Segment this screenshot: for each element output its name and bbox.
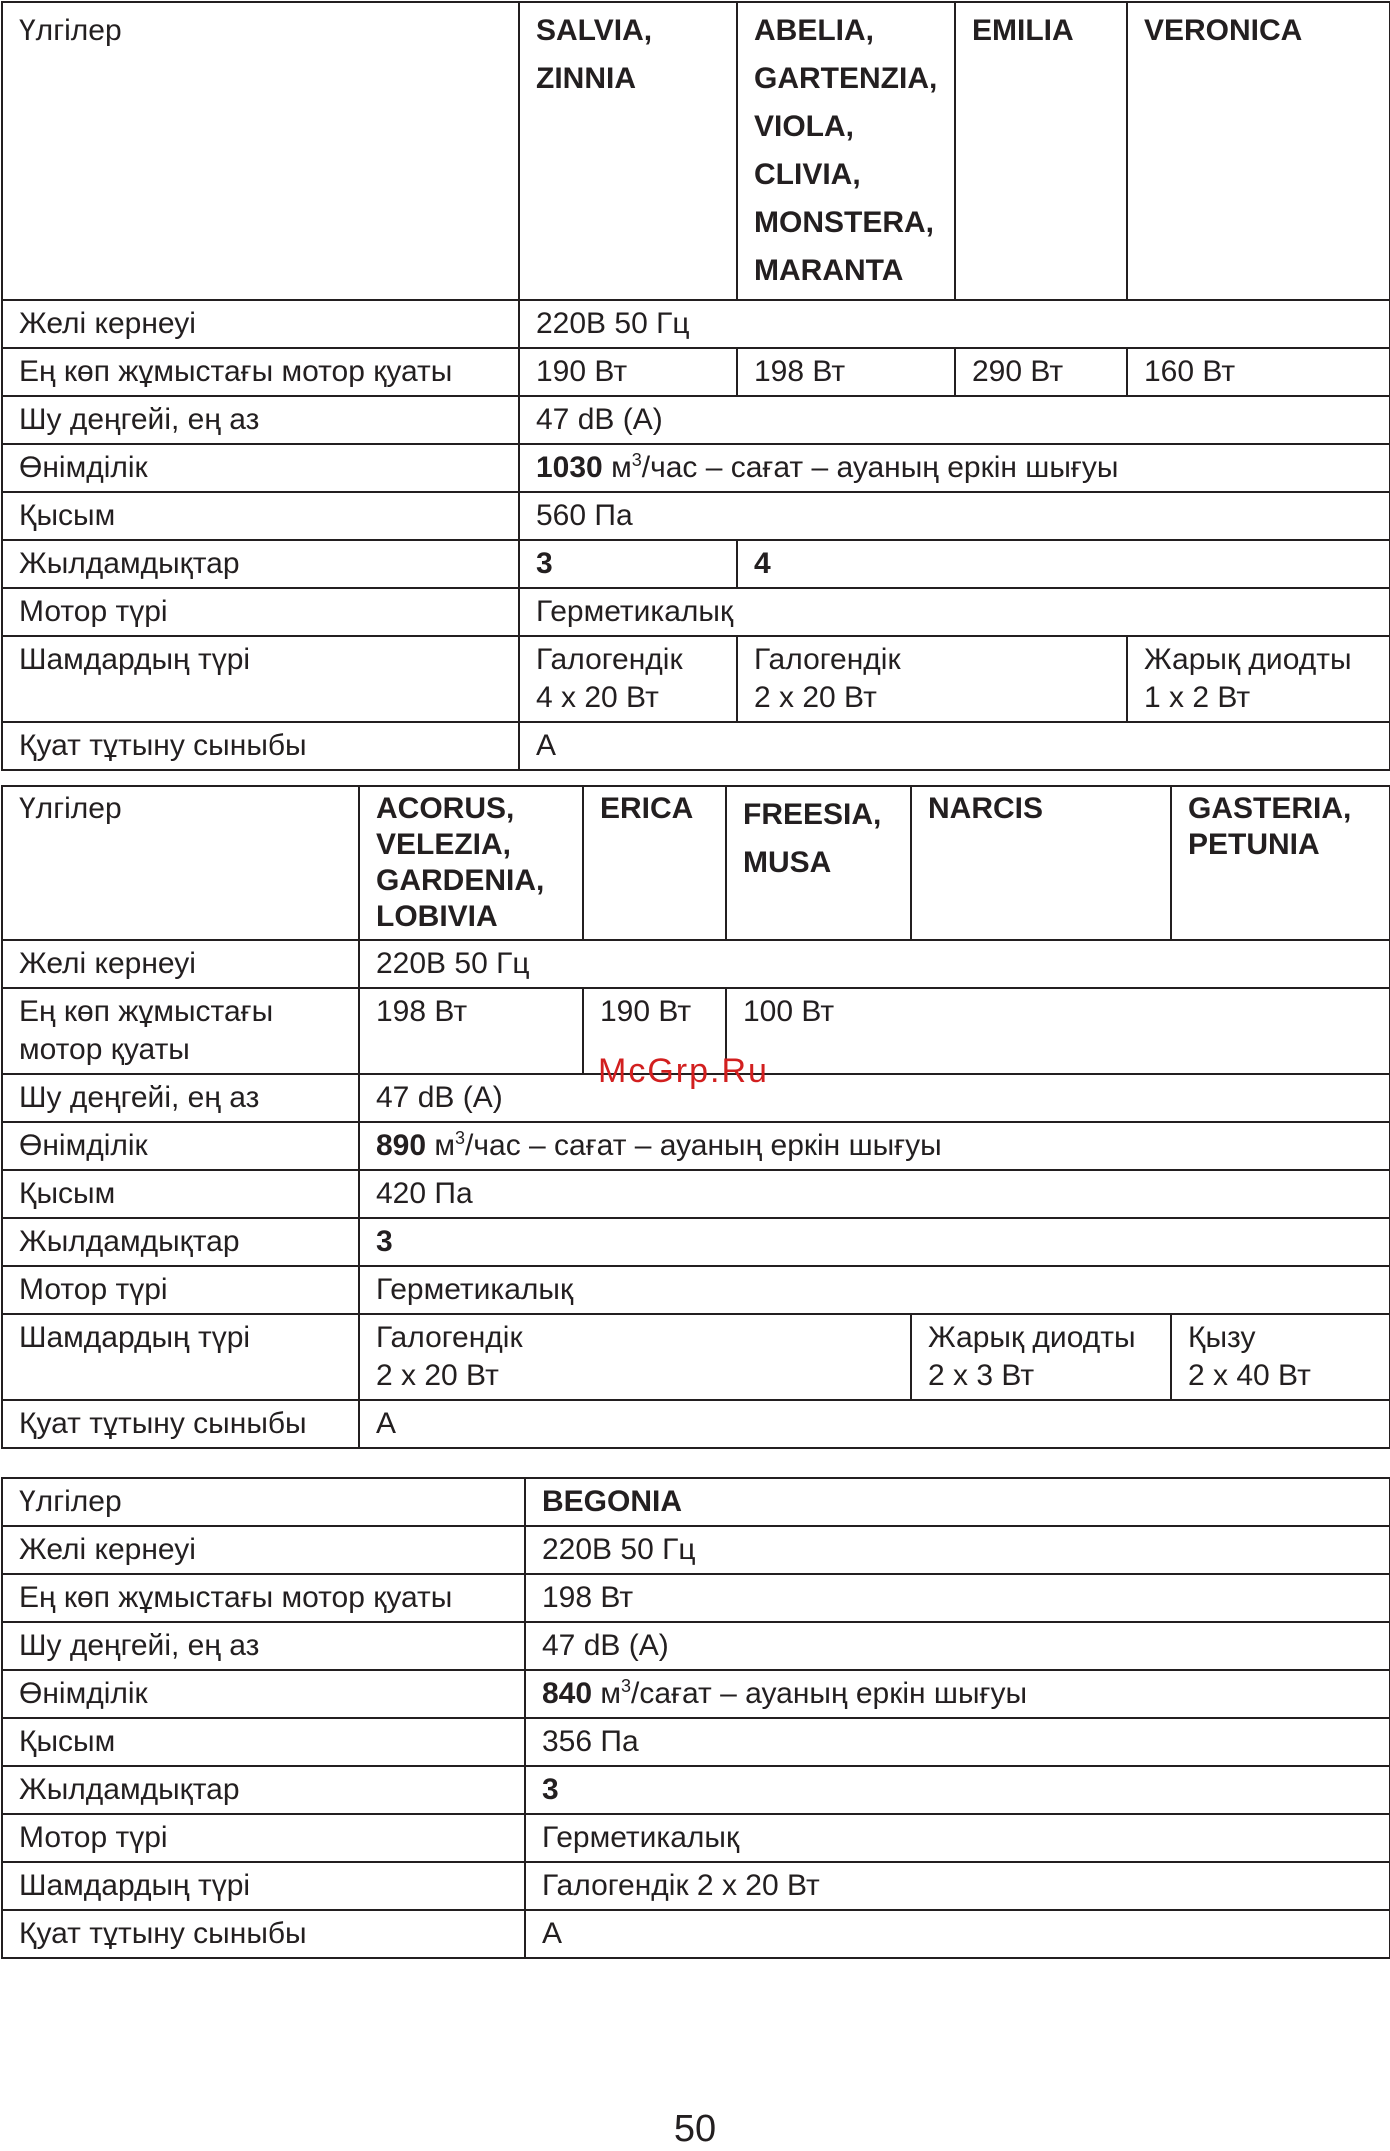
table-row [2, 1478, 1390, 1526]
table-row [2, 1218, 1390, 1266]
spec-table-3 [1, 1477, 1390, 1959]
value-cell: 356 Па [525, 1718, 1390, 1766]
model-cell: GASTERIA, PETUNIA [1171, 786, 1390, 940]
value-cell: Галогендік 2 х 20 Вт [359, 1314, 911, 1400]
spec-table-1 [1, 1, 1390, 771]
table-row [2, 588, 1390, 636]
value-cell: 47 dB (A) [525, 1622, 1390, 1670]
model-cell: ABELIA, GARTENZIA, VIOLA, CLIVIA, MONSTERA, MARANTA [737, 2, 955, 300]
row-label: Шамдардың түрі [2, 1862, 525, 1910]
row-label: Өнімділік [2, 1122, 359, 1170]
row-label: Мотор түрі [2, 1266, 359, 1314]
row-label: Желі кернеуі [2, 1526, 525, 1574]
value-cell: 1030 $м^3$/час – сағат – ауаның еркін шығуы [519, 444, 1390, 492]
row-label: Қуат тұтыну сыныбы [2, 722, 519, 770]
row-label: Жылдамдықтар [2, 1218, 359, 1266]
table-row [2, 540, 1390, 588]
row-label: Үлгілер [2, 1478, 525, 1526]
row-label: Қысым [2, 1718, 525, 1766]
value-cell: Герметикалық [525, 1814, 1390, 1862]
row-label: Мотор түрі [2, 588, 519, 636]
row-label: Қуат тұтыну сыныбы [2, 1400, 359, 1448]
row-label: Өнімділік [2, 1670, 525, 1718]
model-cell: ACORUS, VELEZIA, GARDENIA, LOBIVIA [359, 786, 583, 940]
row-label: Қысым [2, 1170, 359, 1218]
table-row [2, 1526, 1390, 1574]
value-cell: 560 Па [519, 492, 1390, 540]
row-label: Шу деңгейі, ең аз [2, 1622, 525, 1670]
row-label: Өнімділік [2, 444, 519, 492]
value-cell: A [359, 1400, 1390, 1448]
value-cell: 4 [737, 540, 1390, 588]
model-cell: VERONICA [1127, 2, 1390, 300]
value-cell: 290 Вт [955, 348, 1127, 396]
value-cell: Жарық диодты 1 х 2 Вт [1127, 636, 1390, 722]
table-row [2, 636, 1390, 722]
value-cell: 220В 50 Гц [525, 1526, 1390, 1574]
table-row [2, 786, 1390, 940]
model-cell: EMILIA [955, 2, 1127, 300]
value-cell: 190 Вт [519, 348, 737, 396]
value-cell: Герметикалық [519, 588, 1390, 636]
table-row [2, 1574, 1390, 1622]
value-cell: 3 [519, 540, 737, 588]
value-cell: 198 Вт [525, 1574, 1390, 1622]
value-cell: Жарық диодты 2 х 3 Вт [911, 1314, 1171, 1400]
row-label: Желі кернеуі [2, 940, 359, 988]
table-row [2, 300, 1390, 348]
value-cell: Галогендік 4 х 20 Вт [519, 636, 737, 722]
table-row [2, 1122, 1390, 1170]
value-cell: 100 Вт [726, 988, 1390, 1074]
value-cell: 420 Па [359, 1170, 1390, 1218]
row-label: Шамдардың түрі [2, 1314, 359, 1400]
row-label: Жылдамдықтар [2, 1766, 525, 1814]
value-cell: Герметикалық [359, 1266, 1390, 1314]
table-row [2, 1670, 1390, 1718]
value-cell: 160 Вт [1127, 348, 1390, 396]
value-cell: 840 $м^3$/сағат – ауаның еркін шығуы [525, 1670, 1390, 1718]
value-cell: 220В 50 Гц [519, 300, 1390, 348]
value-cell: 220В 50 Гц [359, 940, 1390, 988]
row-label: Желі кернеуі [2, 300, 519, 348]
table-row [2, 1766, 1390, 1814]
row-label: Мотор түрі [2, 1814, 525, 1862]
row-label: Ең көп жұмыстағы мотор қуаты [2, 988, 359, 1074]
value-cell: 198 Вт [359, 988, 583, 1074]
row-label: Жылдамдықтар [2, 540, 519, 588]
table-row [2, 1718, 1390, 1766]
value-cell: Галогендік 2 х 20 Вт [525, 1862, 1390, 1910]
value-cell: 190 Вт [583, 988, 726, 1074]
value-cell: A [525, 1910, 1390, 1958]
value-cell: 890 $м^3$/час – сағат – ауаның еркін шығуы [359, 1122, 1390, 1170]
value-cell: Галогендік 2 х 20 Вт [737, 636, 1127, 722]
table-row [2, 722, 1390, 770]
model-cell: SALVIA, ZINNIA [519, 2, 737, 300]
page-number: 50 [673, 2108, 717, 2150]
table-row [2, 444, 1390, 492]
table-row [2, 396, 1390, 444]
value-cell: A [519, 722, 1390, 770]
value-cell: 198 Вт [737, 348, 955, 396]
table-row [2, 1314, 1390, 1400]
table-row [2, 1862, 1390, 1910]
watermark: McGrp.Ru [598, 1052, 769, 1090]
model-cell: NARCIS [911, 786, 1171, 940]
table-row [2, 1910, 1390, 1958]
value-cell: 3 [525, 1766, 1390, 1814]
row-label: Үлгілер [2, 786, 359, 940]
table-row [2, 2, 1390, 300]
table-row [2, 492, 1390, 540]
table-row [2, 940, 1390, 988]
row-label: Ең көп жұмыстағы мотор қуаты [2, 1574, 525, 1622]
row-label: Шамдардың түрі [2, 636, 519, 722]
row-label: Қуат тұтыну сыныбы [2, 1910, 525, 1958]
model-cell: ERICA [583, 786, 726, 940]
value-cell: 47 dB (A) [359, 1074, 1390, 1122]
table-row [2, 1400, 1390, 1448]
row-label: Шу деңгейі, ең аз [2, 396, 519, 444]
value-cell: 3 [359, 1218, 1390, 1266]
value-cell: 47 dB (A) [519, 396, 1390, 444]
row-label: Ең көп жұмыстағы мотор қуаты [2, 348, 519, 396]
model-cell: FREESIA, MUSA [726, 786, 911, 940]
table-row [2, 1622, 1390, 1670]
row-label: Шу деңгейі, ең аз [2, 1074, 359, 1122]
row-label: Қысым [2, 492, 519, 540]
table-row [2, 1814, 1390, 1862]
spec-table-2 [1, 785, 1390, 1449]
table-row [2, 1170, 1390, 1218]
table-row [2, 1266, 1390, 1314]
table-row [2, 348, 1390, 396]
model-cell: BEGONIA [525, 1478, 1390, 1526]
row-label: Үлгілер [2, 2, 519, 300]
value-cell: Қызу 2 х 40 Вт [1171, 1314, 1390, 1400]
